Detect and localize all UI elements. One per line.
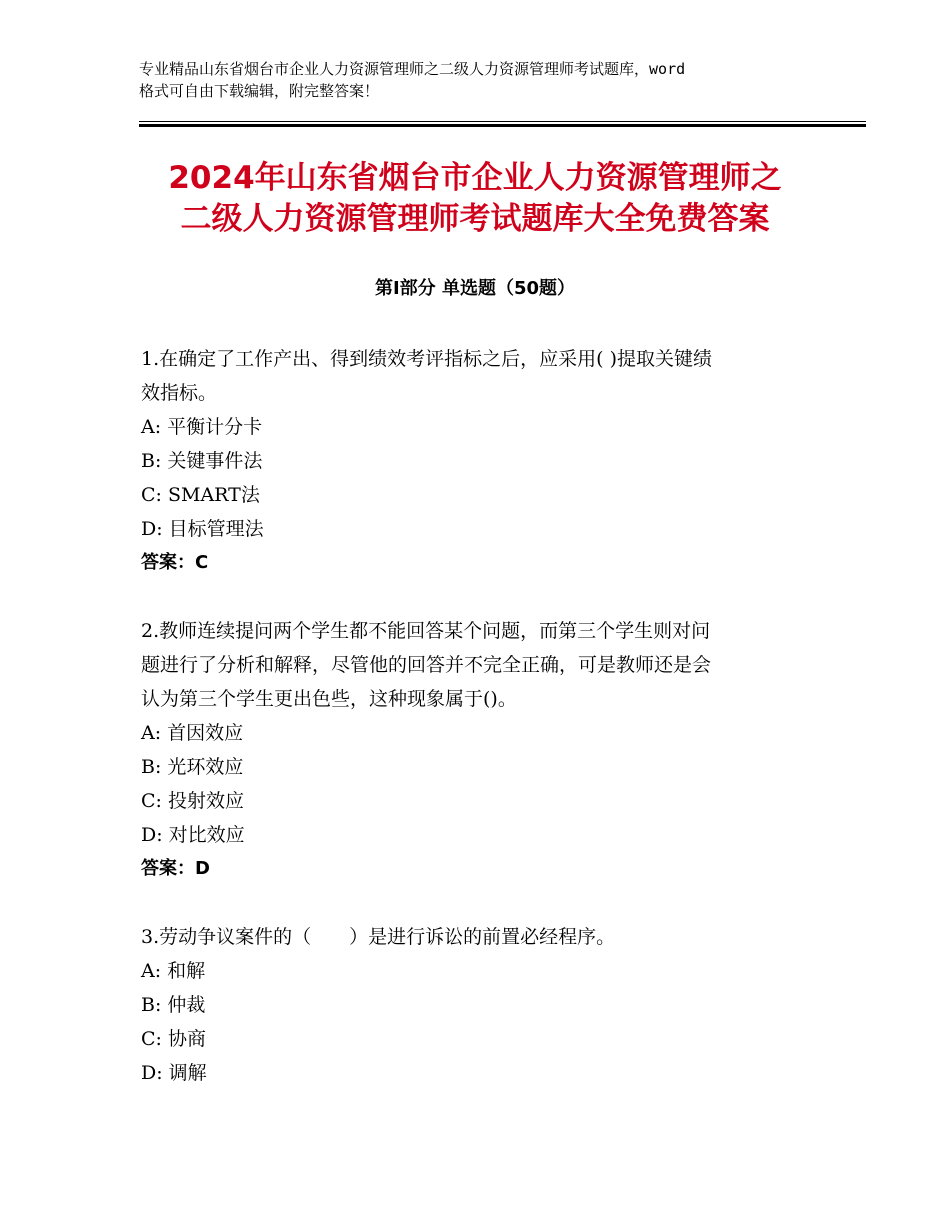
question-text-line: 3.劳动争议案件的（ ）是进行诉讼的前置必经程序。 (141, 926, 616, 948)
header-divider-thin (139, 121, 866, 122)
question-text-line: 效指标。 (141, 382, 218, 404)
question-text-line: 题进行了分析和解释，尽管他的回答并不完全正确，可是教师还是会 (141, 654, 712, 676)
question-list (141, 342, 821, 1124)
question-text (141, 614, 821, 716)
document-title (100, 158, 850, 240)
option-a: A: 首因效应 (141, 722, 244, 744)
header-note-line-2: 格式可自由下载编辑，附完整答案！ (139, 82, 380, 100)
option-a: A: 和解 (141, 960, 206, 982)
option-d: D: 目标管理法 (141, 518, 264, 540)
option-c: C: 投射效应 (141, 790, 244, 812)
option-d: D: 对比效应 (141, 824, 245, 846)
option-b: B: 光环效应 (141, 756, 244, 778)
question-1 (141, 342, 821, 580)
question-text-line: 1.在确定了工作产出、得到绩效考评指标之后，应采用( )提取关键绩 (141, 348, 712, 370)
option-c: C: 协商 (141, 1028, 206, 1050)
header-note-line-1: 专业精品山东省烟台市企业人力资源管理师之二级人力资源管理师考试题库，word (139, 60, 686, 78)
option-a: A: 平衡计分卡 (141, 416, 263, 438)
header-note (139, 58, 839, 102)
document-title-line-1: 2024年山东省烟台市企业人力资源管理师之 (168, 160, 782, 196)
question-text (141, 342, 821, 410)
question-text-line: 认为第三个学生更出色些，这种现象属于()。 (141, 688, 517, 710)
question-2 (141, 614, 821, 886)
section-title: 第Ⅰ部分 单选题（50题） (374, 278, 575, 299)
option-c: C: SMART法 (141, 484, 260, 506)
question-text (141, 920, 821, 954)
option-b: B: 关键事件法 (141, 450, 263, 472)
answer: 答案：D (141, 858, 210, 879)
answer: 答案：C (141, 552, 209, 573)
question-text-line: 2.教师连续提问两个学生都不能回答某个问题，而第三个学生则对问 (141, 620, 711, 642)
header-divider-thick (139, 124, 866, 127)
question-3 (141, 920, 821, 1090)
option-b: B: 仲裁 (141, 994, 206, 1016)
document-title-line-2: 二级人力资源管理师考试题库大全免费答案 (180, 201, 770, 237)
option-d: D: 调解 (141, 1062, 207, 1084)
